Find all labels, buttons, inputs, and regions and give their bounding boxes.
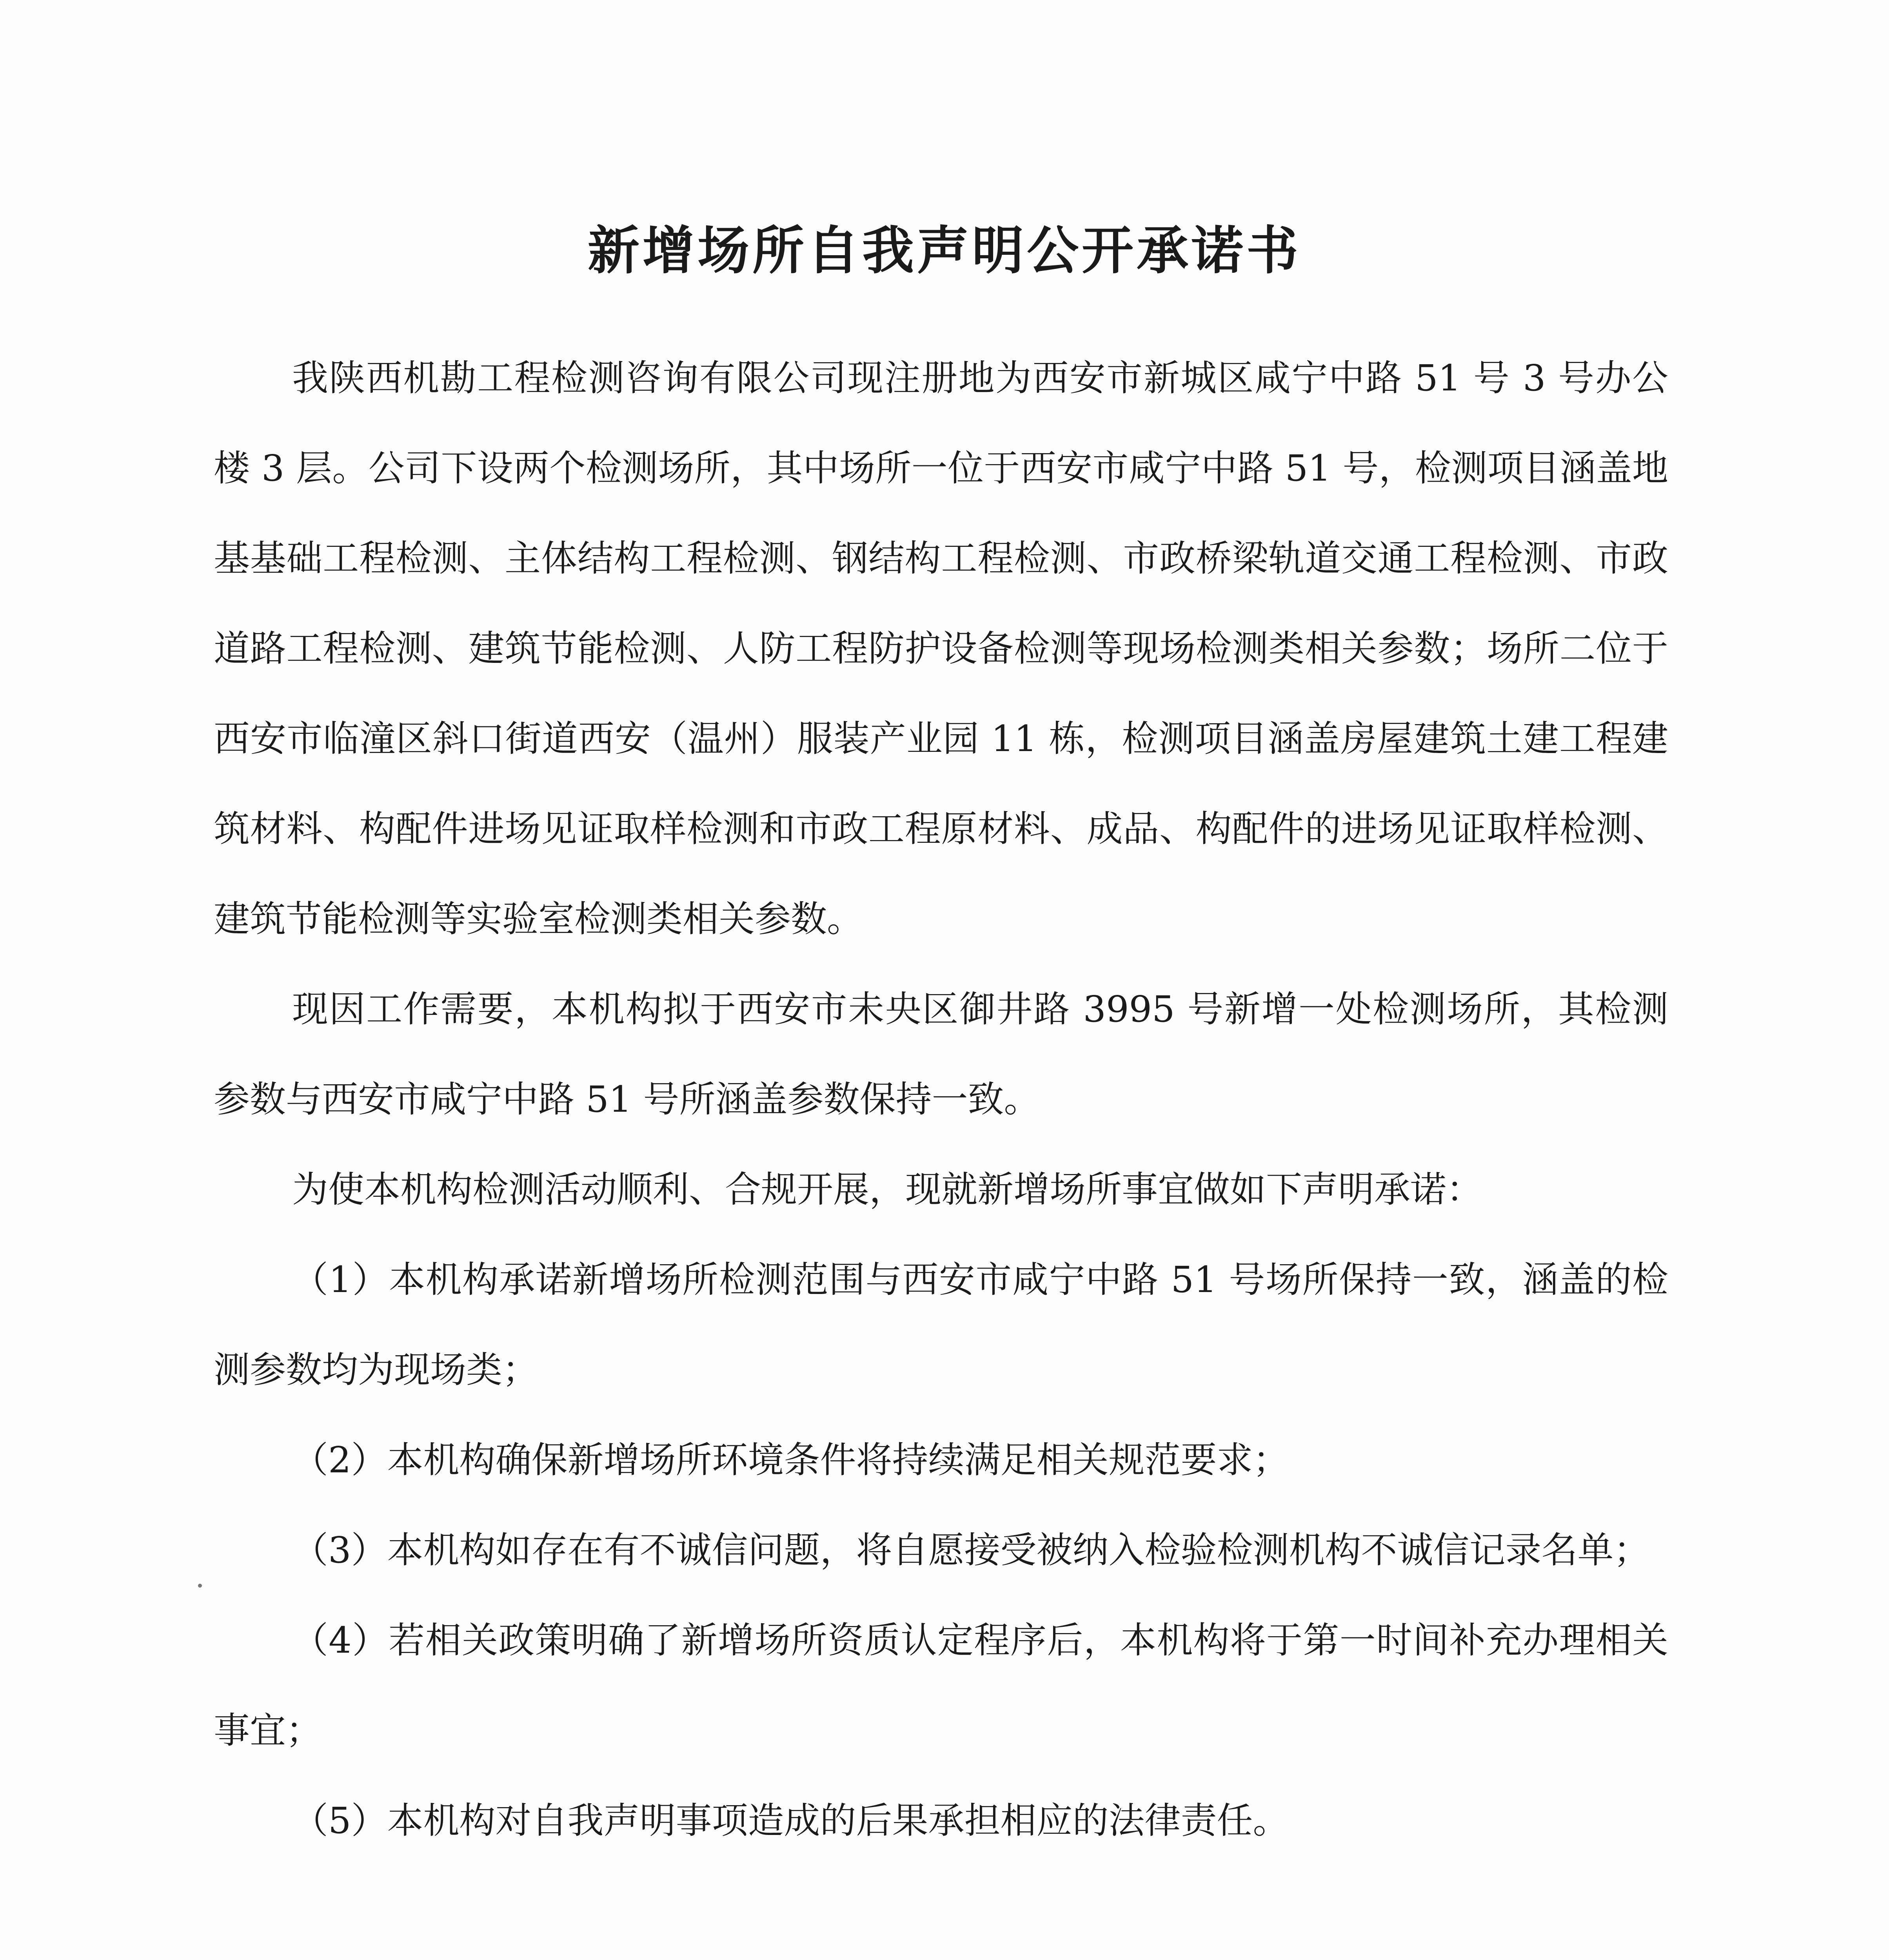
document-title: 新增场所自我声明公开承诺书 [588,220,1301,281]
commitment-item-2: （2）本机构确保新增场所环境条件将持续满足相关规范要求； [292,1439,1289,1481]
scan-speck [198,1584,202,1588]
document-body [214,333,1668,1866]
commitment-item-5: （5）本机构对自我声明事项造成的后果承担相应的法律责任。 [292,1800,1289,1842]
paragraph-new-site: 现因工作需要，本机构拟于西安市未央区御井路 3995 号新增一处检测场所，其检测参数与西安市咸宁中路 51 号所涵盖参数保持一致。 [214,988,1668,1120]
paragraph-intro: 我陕西机勘工程检测咨询有限公司现注册地为西安市新城区咸宁中路 51 号 3 号办公楼 3 层。公司下设两个检测场所，其中场所一位于西安市咸宁中路 51 号，检测项目涵盖地基基础工程检测、主体结构工程检测、钢结构工程检测、市政桥梁轨道交通工程检测、市政道路工程检测、建筑节能检测、人防工程防护设备检测等现场检测类相关参数；场所二位于西安市临潼区斜口街道西安（温州）服装产业园 11 栋，检测项目涵盖房屋建筑土建工程建筑材料、构配件进场见证取样检测和市政工程原材料、成品、构配件的进场见证取样检测、建筑节能检测等实验室检测类相关参数。 [214,357,1668,940]
paragraph-declaration-lead: 为使本机构检测活动顺利、合规开展，现就新增场所事宜做如下声明承诺： [292,1169,1483,1210]
commitment-item-1: （1）本机构承诺新增场所检测范围与西安市咸宁中路 51 号场所保持一致，涵盖的检测参数均为现场类； [214,1259,1668,1391]
commitment-item-3: （3）本机构如存在有不诚信问题，将自愿接受被纳入检验检测机构不诚信记录名单； [292,1529,1650,1571]
commitment-item-4: （4）若相关政策明确了新增场所资质认定程序后，本机构将于第一时间补充办理相关事宜； [214,1619,1668,1751]
